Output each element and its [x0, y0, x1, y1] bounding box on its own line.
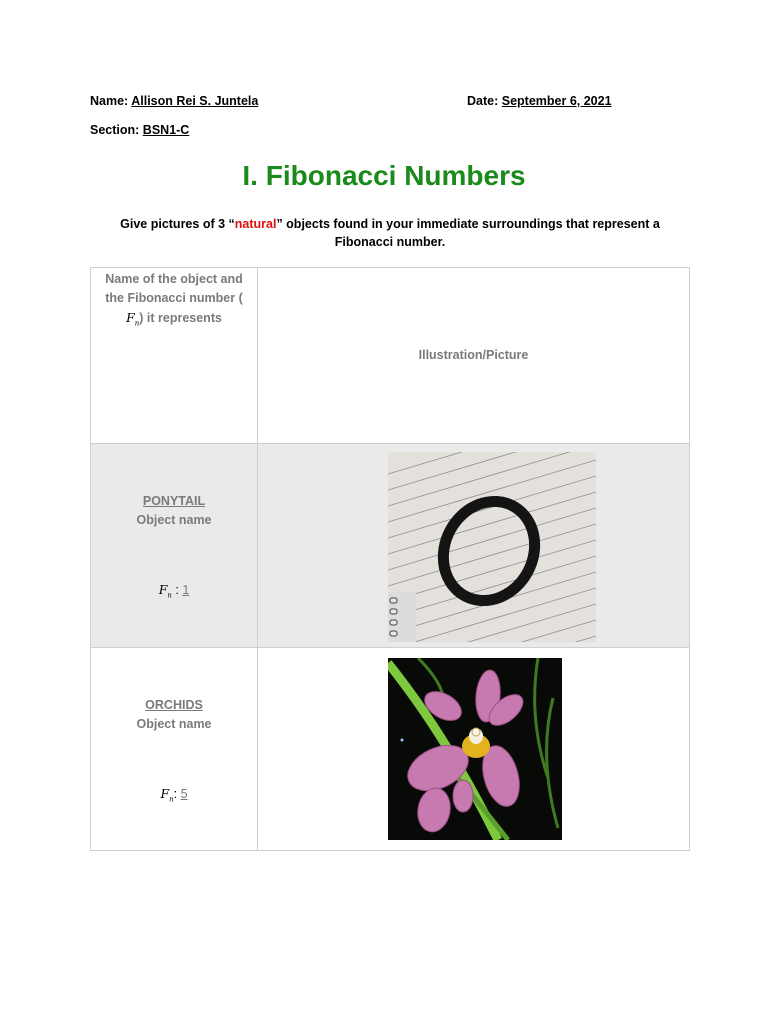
section-label: Section:	[90, 123, 140, 137]
header-cell-object	[91, 268, 258, 443]
fibonacci-table	[90, 267, 690, 851]
date-field	[467, 94, 612, 108]
picture-cell	[258, 444, 689, 647]
fibonacci-number: $F_n$ : 1	[158, 582, 190, 600]
header-col2-text: Illustration/Picture	[418, 348, 529, 362]
object-name-caption: Object name	[136, 717, 212, 731]
name-value: Allison Rei S. Juntela	[131, 94, 259, 108]
header-cell-picture	[258, 268, 689, 443]
instruction-before: Give pictures of 3 “	[120, 217, 235, 231]
fn-symbol: $F_n$	[126, 310, 140, 328]
object-cell	[91, 444, 258, 647]
orchid-flower-photo	[388, 658, 562, 840]
section-value: BSN1-C	[142, 123, 190, 137]
object-name-value: PONYTAIL	[142, 494, 206, 508]
fibonacci-value: 1	[182, 583, 190, 597]
table-header-row	[91, 268, 689, 444]
table-row	[91, 444, 689, 648]
instruction-after: ” objects found in your immediate surroundings that represent a Fibonacci number.	[276, 217, 660, 249]
fn-symbol: $F_n$	[158, 582, 172, 600]
fibonacci-number: $F_n$: 5	[160, 786, 188, 804]
header-col1-text-a: Name of the object and the Fibonacci number (	[105, 272, 243, 305]
header-col1-text-b: ) it represents	[139, 311, 222, 325]
object-name-value: ORCHIDS	[145, 698, 203, 712]
table-row	[91, 648, 689, 851]
instruction-highlight: natural	[234, 217, 277, 231]
date-label: Date:	[467, 94, 499, 108]
fn-symbol: $F_n$	[160, 786, 174, 804]
instruction-text	[90, 215, 690, 251]
date-value: September 6, 2021	[501, 94, 612, 108]
picture-cell	[258, 648, 689, 851]
fibonacci-value: 5	[180, 787, 188, 801]
object-cell	[91, 648, 258, 851]
hair-tie-on-notebook-photo	[388, 452, 596, 642]
object-name-caption: Object name	[136, 513, 212, 527]
section-field	[90, 123, 189, 137]
name-field	[90, 94, 258, 108]
name-label: Name:	[90, 94, 129, 108]
page-title: I. Fibonacci Numbers	[242, 160, 526, 191]
